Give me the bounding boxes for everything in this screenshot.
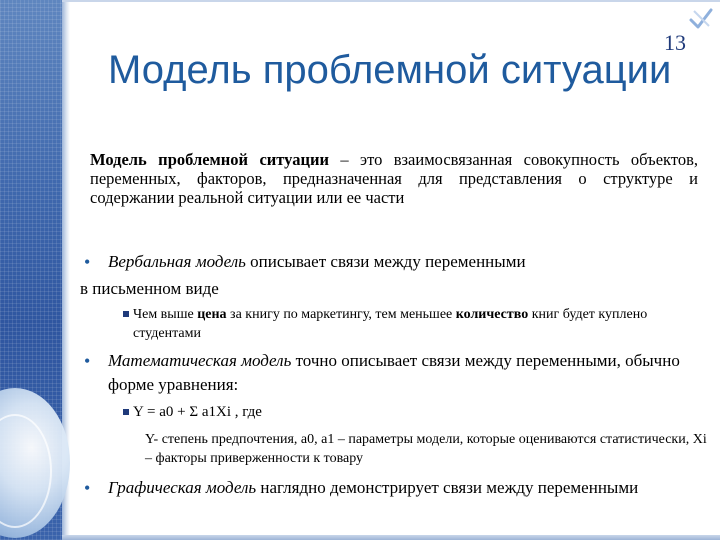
corner-check-icon (688, 6, 714, 32)
example-text: за книгу по маркетингу, тем меньшее (226, 307, 456, 322)
formula-note: Y- степень предпочтения, a0, a1 – параметры модели, которые оцениваются статистически, Xi – факторы приверженности к товару (145, 432, 707, 466)
definition-term: Модель проблемной ситуации (90, 150, 329, 169)
bullet-text-graphic: наглядно демонстрирует связи между переменными (256, 478, 639, 497)
subbullet-verbal-example (80, 305, 710, 343)
bullet-verbal-continuation: в письменном виде (80, 279, 219, 298)
bullet-graphic (80, 476, 710, 500)
example-bold-price: цена (197, 307, 227, 322)
bullet-list (80, 250, 710, 500)
example-text: Чем выше (133, 307, 198, 322)
square-bullet-icon (123, 311, 129, 317)
bullet-lead-graphic: Графическая модель (108, 478, 257, 497)
bullet-math (80, 349, 710, 397)
subbullet-formula (80, 403, 710, 422)
bottom-strip (62, 535, 720, 540)
formula-text: Y = a0 + Σ a1Xi , где (133, 404, 262, 420)
bullet-marker: • (84, 351, 91, 371)
top-strip (62, 0, 720, 2)
square-bullet-icon (123, 409, 129, 415)
bullet-lead-math: Математическая модель (108, 351, 292, 370)
bullet-text-math: точно описывает связи между переменными, обычно форме уравнения: (108, 351, 680, 394)
slide-number: 13 (664, 30, 686, 55)
slide-title: Модель проблемной ситуации (108, 48, 672, 92)
example-text: книг будет куплено студентами (133, 307, 648, 341)
bullet-verbal (80, 250, 710, 274)
bullet-marker: • (84, 478, 91, 498)
definition-text: – это взаимосвязанная совокупность объектов, переменных, факторов, предназначенная для представления о структуре и содержании реальной ситуации или ее части (90, 150, 698, 207)
bullet-text-verbal: описывает связи между переменными (245, 252, 526, 271)
example-bold-quantity: количество (455, 307, 529, 322)
bullet-lead-verbal: Вербальная модель (108, 252, 246, 271)
bullet-marker: • (84, 252, 91, 272)
definition-paragraph (90, 150, 698, 207)
